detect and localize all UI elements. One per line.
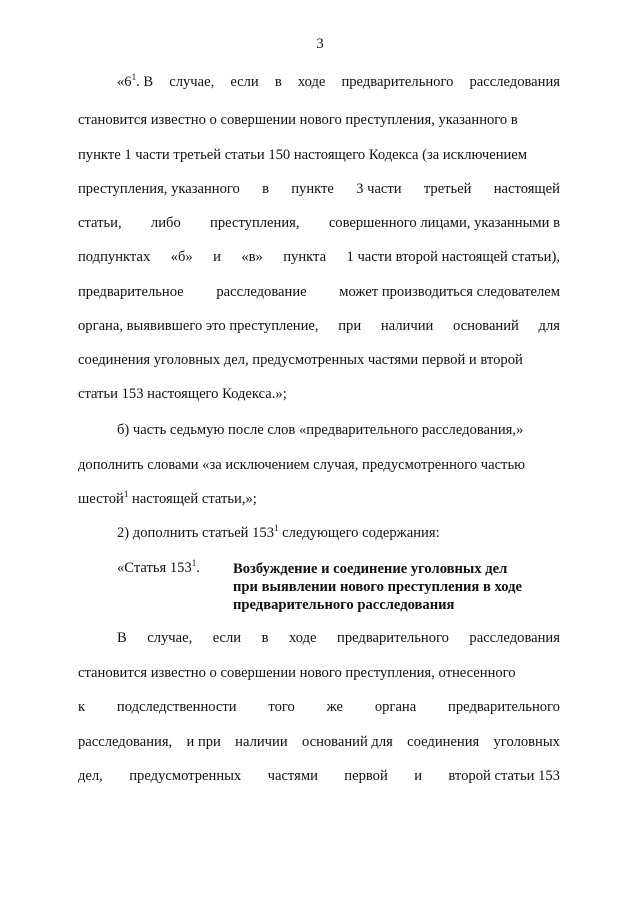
paragraph-4-line-2: становится известно о совершении нового преступления, отнесенного xyxy=(78,665,516,681)
paragraph-1-line-9: соединения уголовных дел, предусмотренных частями первой и второй xyxy=(78,352,523,368)
text-fragment: предварительного xyxy=(341,74,454,90)
article-title-line-1: Возбуждение и соединение уголовных дел xyxy=(233,561,508,577)
text-fragment: ходе xyxy=(297,74,326,90)
paragraph-1-line-1 xyxy=(117,74,560,91)
text-fragment: случае, xyxy=(169,74,215,90)
paragraph-1-line-10: статьи 153 настоящего Кодекса.»; xyxy=(78,386,287,402)
paragraph-1-line-6: подпунктах «б» и «в» пункта 1 части второй настоящей статьи), xyxy=(78,249,560,265)
paragraph-4-line-3: к подследственности того же органа предварительного xyxy=(78,699,560,715)
article-title-line-3: предварительного расследования xyxy=(233,597,455,613)
text-fragment: в xyxy=(274,74,282,90)
article-title xyxy=(233,560,563,614)
paragraph-1-line-7: предварительное расследование может производиться следователем xyxy=(78,284,560,300)
paragraph-2-line-1: б) часть седьмую после слов «предварительного расследования,» xyxy=(117,422,524,438)
paragraph-1-line-8: органа, выявившего это преступление, при наличии оснований для xyxy=(78,318,560,334)
paragraph-1-line-2: становится известно о совершении нового преступления, указанного в xyxy=(78,112,518,128)
paragraph-1-line-3: пункте 1 части третьей статьи 150 настоящего Кодекса (за исключением xyxy=(78,147,528,163)
paragraph-3: 2) дополнить статьей $153^1$ следующего содержания: xyxy=(117,523,440,541)
text-fragment: расследования xyxy=(469,74,560,90)
paragraph-2-line-3: шестой$^1$ настоящей статьи,»; xyxy=(78,489,257,507)
paragraph-4-line-1: В случае, если в ходе предварительного расследования xyxy=(117,630,560,646)
paragraph-1-line-4: преступления, указанного в пункте 3 части третьей настоящей xyxy=(78,181,560,197)
paragraph-4-line-4: расследования, и при наличии оснований для соединения уголовных xyxy=(78,734,560,750)
article-label: «Статья $153^1$. xyxy=(117,558,200,576)
page-number: 3 xyxy=(316,36,324,52)
paragraph-1-line-5: статьи, либо преступления, совершенного лицами, указанными в xyxy=(78,215,560,231)
article-title-line-2: при выявлении нового преступления в ходе xyxy=(233,579,522,595)
text-fragment: если xyxy=(230,74,259,90)
text-fragment: «$6^1$. В xyxy=(117,72,154,90)
paragraph-2-line-2: дополнить словами «за исключением случая, предусмотренного частью xyxy=(78,457,525,473)
paragraph-4-line-5: дел, предусмотренных частями первой и второй статьи 153 xyxy=(78,768,560,784)
